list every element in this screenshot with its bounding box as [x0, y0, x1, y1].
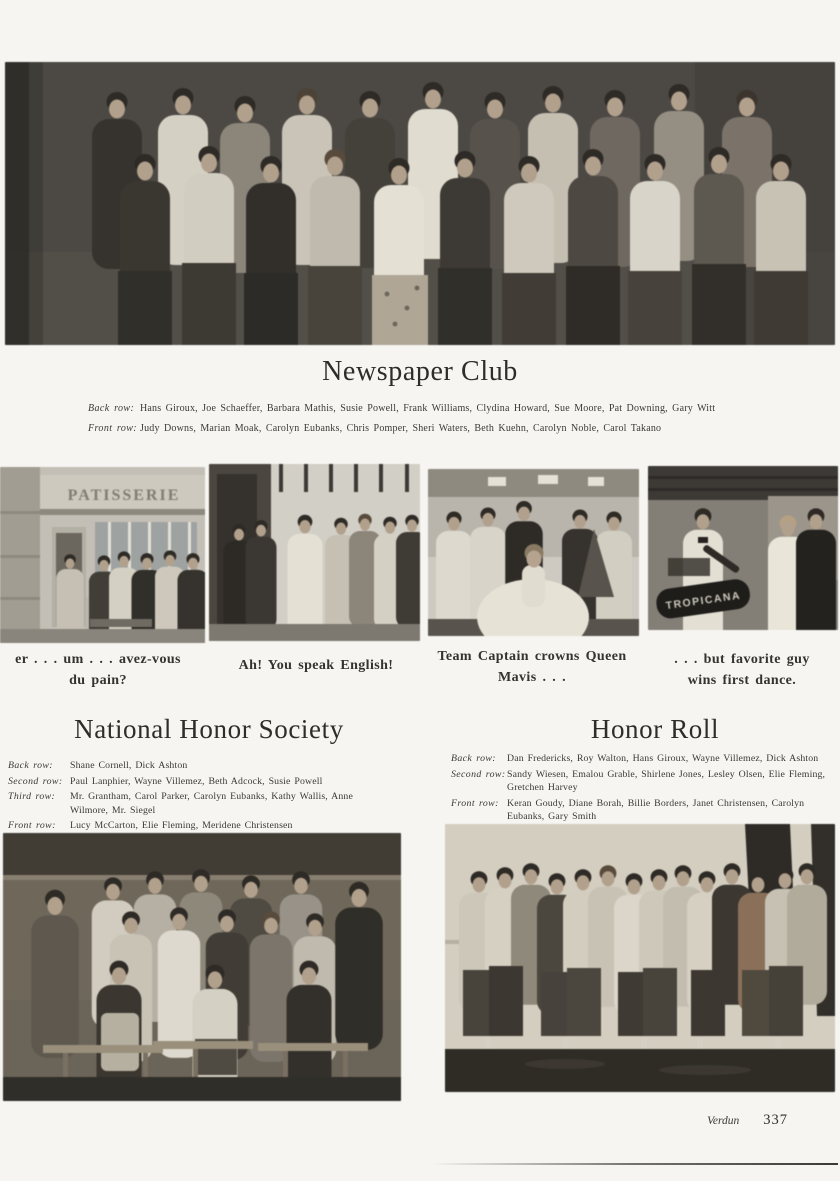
row-label: Back row: [88, 403, 135, 414]
row-names: Paul Lanphier, Wayne Villemez, Beth Adcock, Susie Powell [70, 775, 323, 787]
name-row [8, 775, 386, 788]
caption-patisserie [2, 649, 194, 691]
honor-roll-title: Honor Roll [590, 714, 720, 744]
page-edge-line [430, 1163, 838, 1165]
row-label: Back row: [451, 753, 496, 764]
publication-name: Verdun [707, 1115, 740, 1127]
row-label: Front row: [451, 797, 499, 809]
row-names: Keran Goudy, Diane Borah, Billie Borders, Janet Christensen, Carolyn Eubanks, Gary Smith [507, 797, 805, 822]
row-names: Hans Giroux, Joe Schaeffer, Barbara Mathis, Susie Powell, Frank Williams, Clydina Howard, Sue Moore, Pat Downing, Gary Witt [140, 403, 716, 414]
row-names: Dan Fredericks, Roy Walton, Hans Giroux, Wayne Villemez, Dick Ashton [507, 753, 819, 764]
patisserie-sign-text: PATISSERIE [67, 487, 181, 504]
honor-roll-name-list [451, 752, 837, 826]
newspaper-club-photo [5, 62, 835, 345]
caption-line: du pain? [69, 673, 127, 688]
national-honor-society-photo [3, 833, 401, 1101]
caption-line: er . . . um . . . avez-vous [15, 652, 181, 667]
first-dance-photo [648, 466, 838, 630]
row-names: Sandy Wiesen, Emalou Grable, Shirlene Jones, Lesley Olsen, Elie Fleming, Gretchen Harvey [507, 768, 826, 793]
caption-line: wins first dance. [687, 673, 797, 688]
row-label: Front row: [8, 820, 56, 832]
caption-queen-crowning [424, 646, 640, 688]
caption-line: Ah! You speak English! [238, 658, 394, 673]
speak-english-photo [209, 464, 420, 641]
national-honor-society-name-list [8, 759, 386, 835]
row-label: Second row: [451, 768, 506, 780]
row-label: Third row: [8, 791, 56, 803]
caption-line: Mavis . . . [498, 670, 566, 685]
newspaper-club-title: Newspaper Club [322, 356, 518, 387]
band-banner-text: TROPICANA [664, 589, 742, 613]
row-names: Lucy McCarton, Elie Fleming, Meridene Christensen [70, 820, 293, 832]
newspaper-club-name-list [88, 400, 764, 439]
caption-speak-english [212, 655, 420, 676]
row-label: Second row: [8, 775, 63, 787]
row-label: Back row: [8, 760, 53, 771]
name-row [451, 797, 837, 823]
name-row [88, 420, 764, 438]
patisserie-photo [0, 467, 205, 643]
caption-first-dance [646, 649, 838, 691]
honor-roll-photo [445, 824, 835, 1092]
name-row [451, 768, 837, 794]
row-label: Front row: [88, 422, 138, 434]
name-row [8, 759, 386, 772]
caption-line: Team Captain crowns Queen [437, 649, 627, 664]
name-row [451, 752, 837, 765]
row-names: Mr. Grantham, Carol Parker, Carolyn Eubanks, Kathy Wallis, Anne Wilmore, Mr. Siegel [70, 791, 353, 816]
page-footer [600, 1112, 788, 1129]
row-names: Judy Downs, Marian Moak, Carolyn Eubanks, Chris Pomper, Sheri Waters, Beth Kuehn, Carolyn Noble, Carol Takano [140, 422, 662, 434]
caption-line: . . . but favorite guy [674, 652, 810, 667]
row-names: Shane Cornell, Dick Ashton [70, 760, 188, 771]
name-row [8, 819, 386, 832]
name-row [88, 400, 764, 418]
national-honor-society-title: National Honor Society [74, 714, 344, 744]
name-row [8, 790, 386, 816]
queen-crowning-photo [428, 469, 639, 636]
page-number: 337 [763, 1112, 788, 1128]
